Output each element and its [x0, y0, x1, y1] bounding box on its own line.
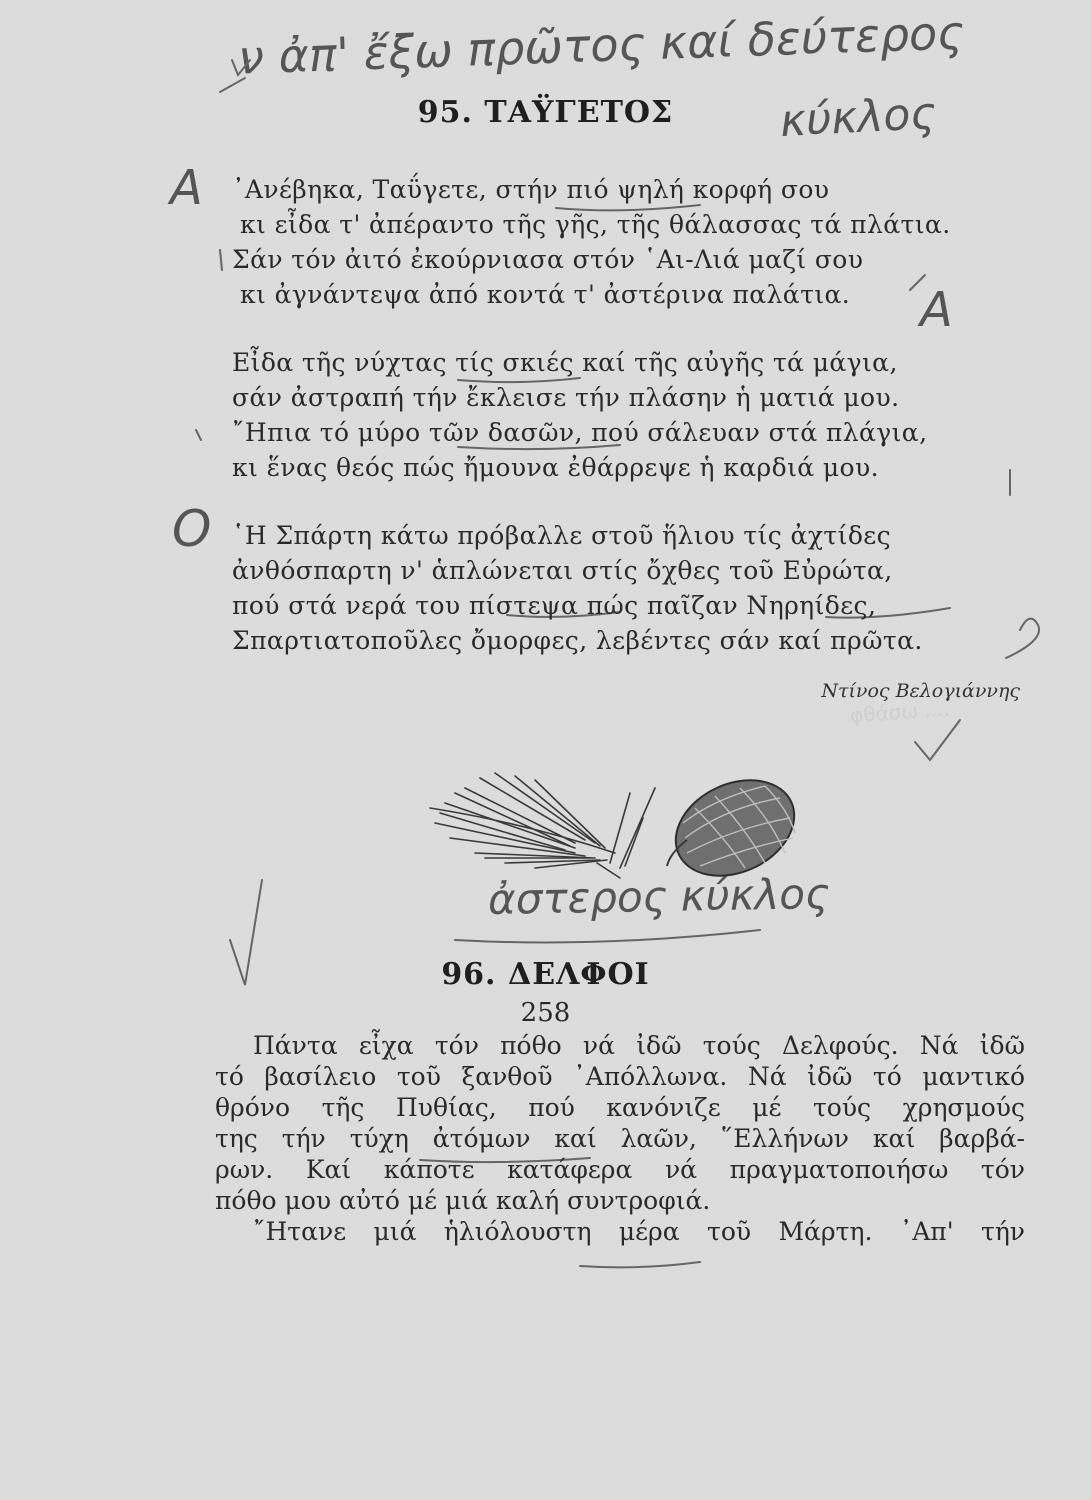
poem-line: ῾Η Σπάρτη κάτω πρόβαλλε στοῦ ἥλιου τίς ἀχτίδες [232, 521, 892, 550]
poem-line: Σπαρτιατοποῦλες ὄμορφες, λεβέντες σάν καί πρῶτα. [232, 626, 923, 655]
essay-body [215, 1030, 1025, 1247]
handwritten-margin-a2: Α [920, 282, 953, 338]
handwritten-top-note-2: κύκλος [778, 87, 938, 148]
pine-branch-and-cone-icon [425, 768, 805, 883]
essay-line: Πάντα εἶχα τόν πόθο νά ἰδῶ τούς Δελφούς. Νά ἰδῶ [253, 1031, 1025, 1060]
essay-line: θρόνο τῆς Πυθίας, πού κανόνιζε μέ τούς χρησμούς [215, 1093, 1025, 1122]
poem-stanza-1 [232, 172, 1052, 312]
poem-line: Σάν τόν ἀιτό ἐκούρνιασα στόν ῾Αι-Λιά μαζί σου [232, 245, 864, 274]
poem-stanza-2 [232, 345, 1052, 485]
poem-title: 95. ΤΑΫΓΕΤΟΣ [417, 95, 674, 130]
essay-line: ῎Ητανε μιά ἡλιόλουστη μέρα τοῦ Μάρτη. ᾿Απ' τήν [253, 1217, 1025, 1246]
poem-line: πού στά νερά του πίστεψα πώς παῖζαν Νηρηίδες, [232, 591, 877, 620]
essay-line: ρων. Καί κάποτε κατάφερα νά πραγματοποιήσω τόν [215, 1155, 1025, 1184]
poem-line: κι ἀγνάντεψα ἀπό κοντά τ' ἀστέρινα παλάτια. [240, 280, 851, 309]
handwritten-margin-o: Ο [172, 500, 212, 558]
handwritten-mid-note: ἀστερος κύκλος [487, 869, 831, 924]
poem-stanza-3 [232, 518, 1052, 658]
poem-line: κι εἶδα τ' ἀπέραντο τῆς γῆς, τῆς θάλασσας τά πλάτια. [240, 210, 951, 239]
bleed-through-text: φθάσω .... [849, 696, 951, 728]
poem-line: σάν ἀστραπή τήν ἔκλεισε τήν πλάσην ἡ ματιά μου. [232, 383, 900, 412]
pine-cone-icon [660, 768, 805, 883]
handwritten-top-note: ν ἀπ' ἔξω πρῶτος καί δεύτερος [237, 5, 966, 85]
poem-line: κι ἕνας θεός πώς ἤμουνα ἐθάρρεψε ἡ καρδιά μου. [232, 453, 879, 482]
essay-line: τό βασίλειο τοῦ ξανθοῦ ᾿Απόλλωνα. Νά ἰδῶ τό μαντικό [215, 1062, 1025, 1091]
poem-line: Εἶδα τῆς νύχτας τίς σκιές καί τῆς αὐγῆς τά μάγια, [232, 348, 898, 377]
handwritten-margin-a1: Α [170, 160, 203, 216]
essay-line: πόθο μου αὐτό μέ μιά καλή συντροφιά. [215, 1186, 711, 1215]
essay-title: 96. ΔΕΛΦΟΙ [441, 957, 650, 992]
poem-author: Ντίνος Βελογιάννης [821, 680, 1020, 702]
poem-line: ᾿Ανέβηκα, Ταΰγετε, στήν πιό ψηλή κορφή σου [232, 175, 830, 204]
page-number: 258 [520, 998, 571, 1028]
poem-line: ῎Ηπια τό μύρο τῶν δασῶν, πού σάλευαν στά πλάγια, [232, 418, 928, 447]
poem-line: ἀνθόσπαρτη ν' ἁπλώνεται στίς ὄχθες τοῦ Εὐρώτα, [232, 556, 893, 585]
essay-line: της τήν τύχη ἀτόμων καί λαῶν, ῞Ελλήνων καί βαρβά- [215, 1124, 1025, 1153]
